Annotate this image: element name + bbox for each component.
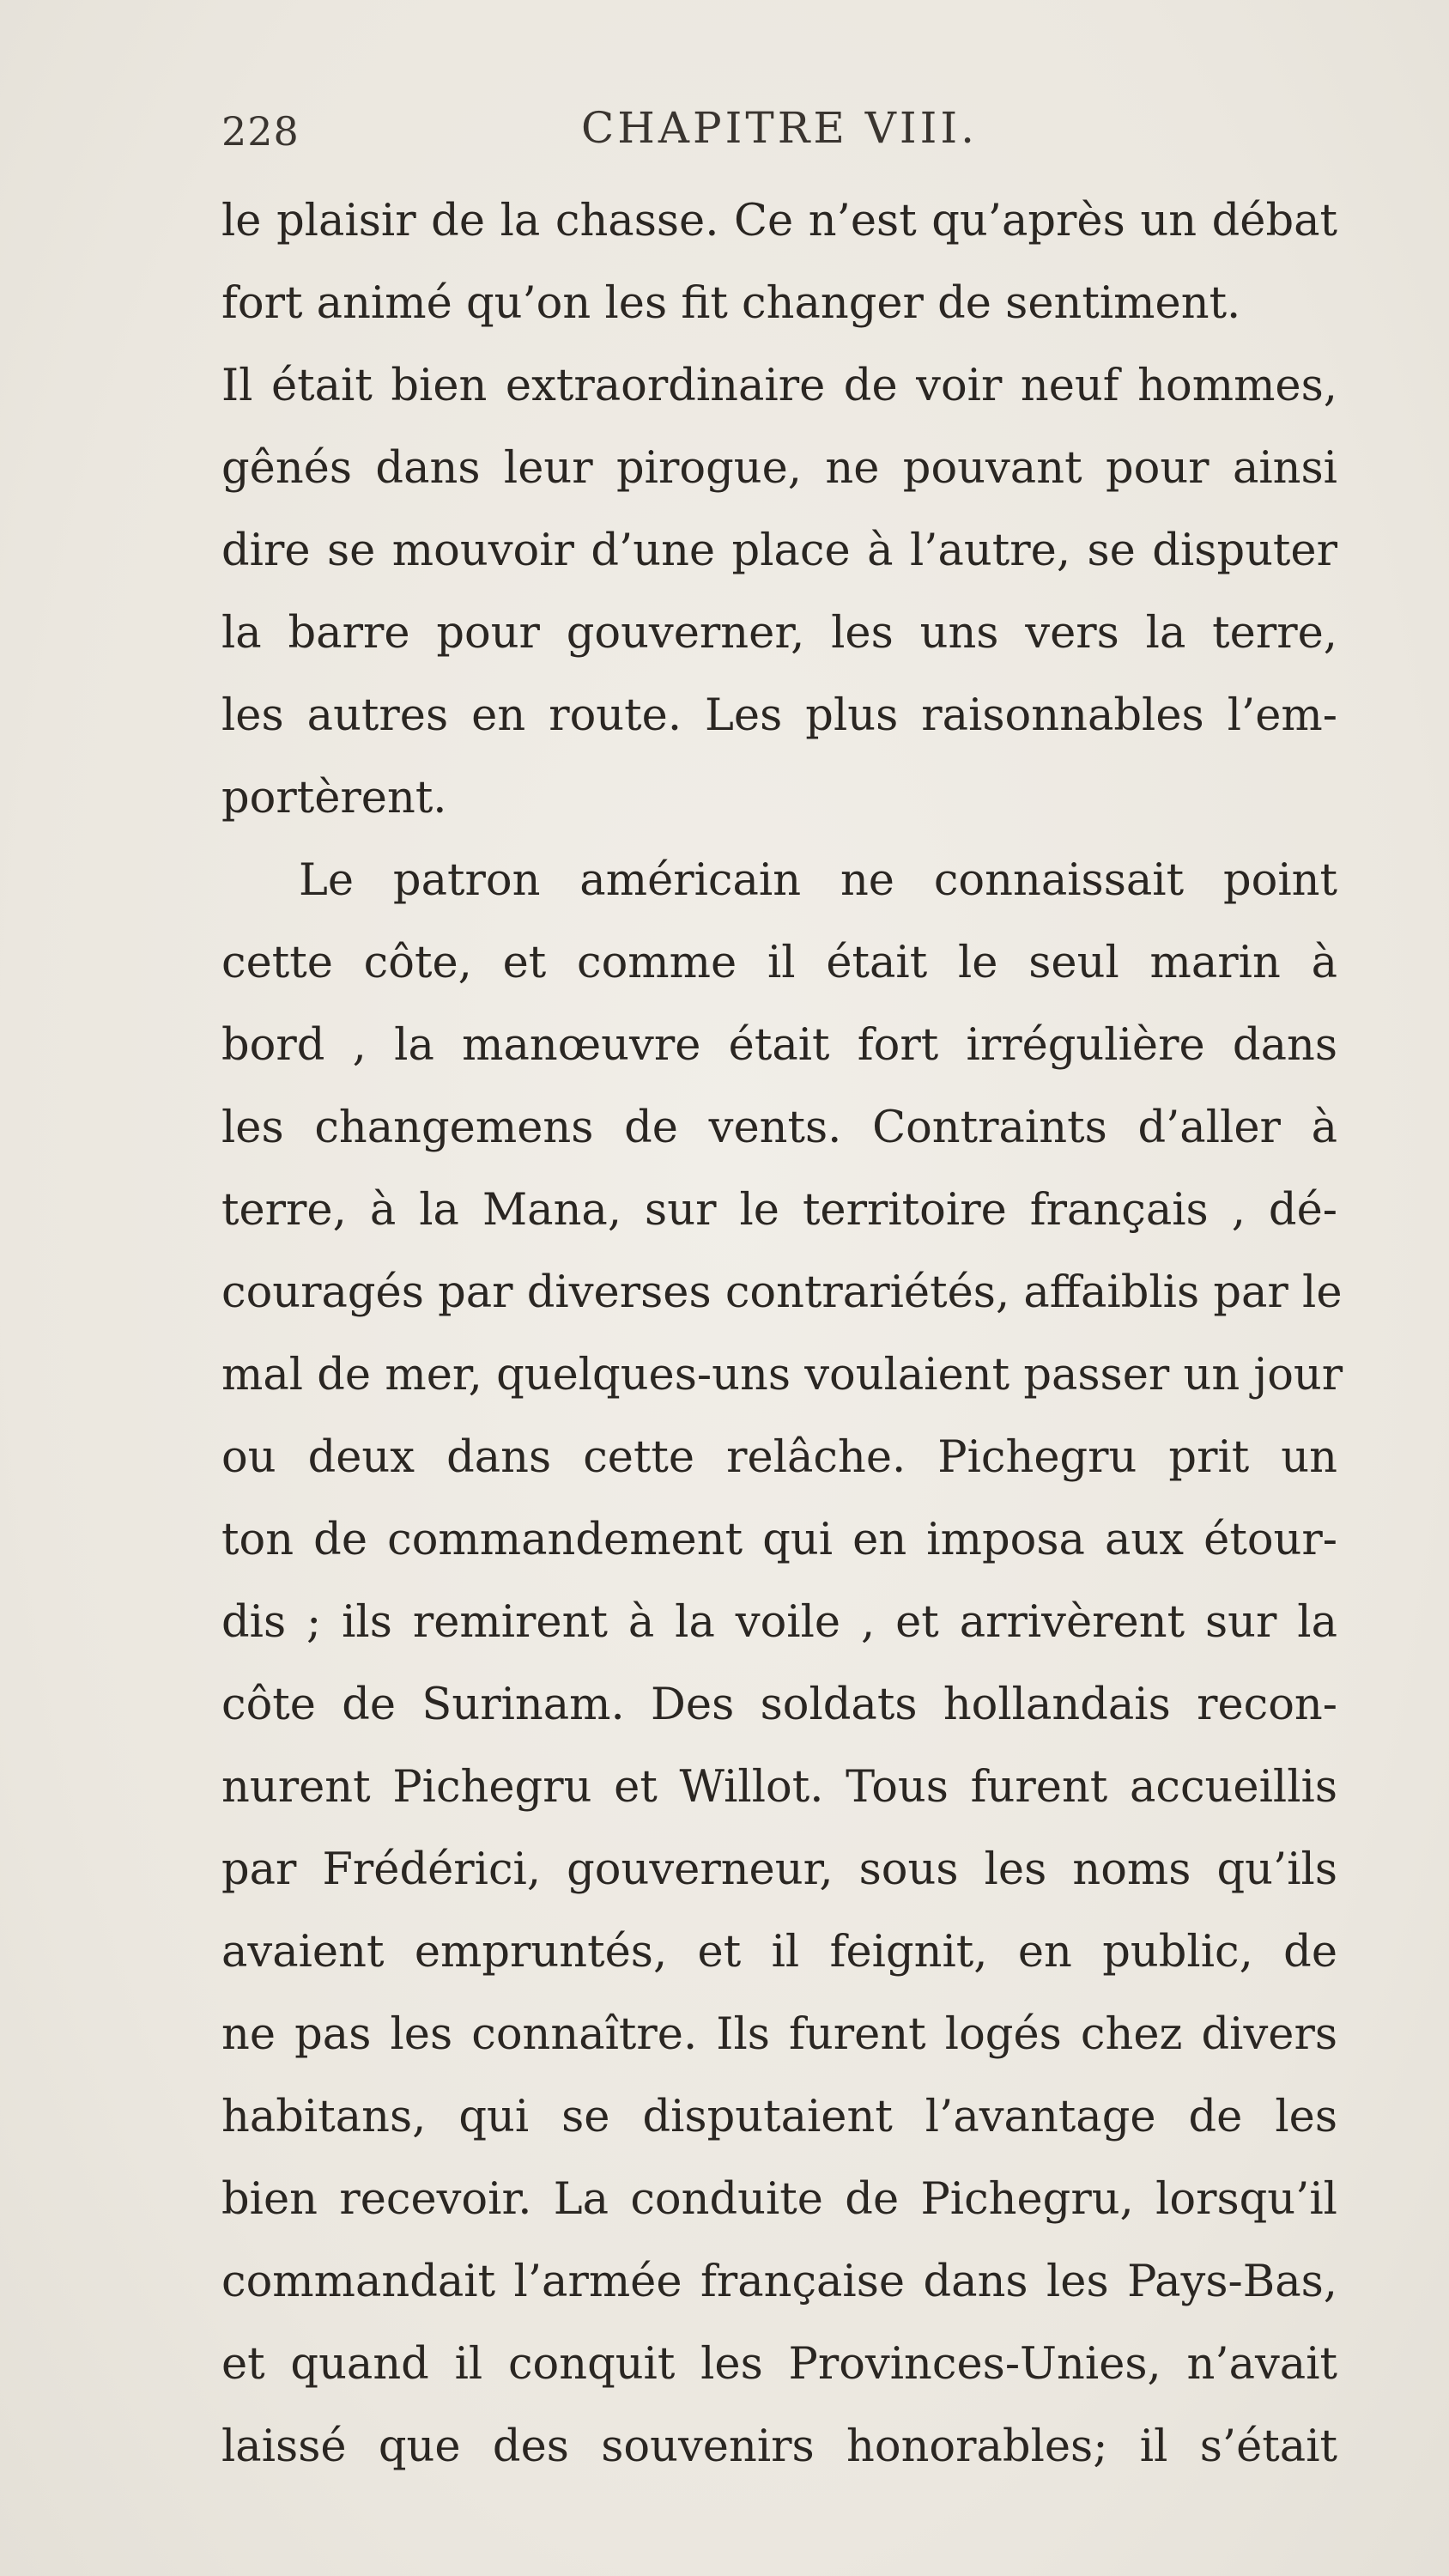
text-line: bien recevoir. La conduite de Pichegru, lorsqu’il [221, 2174, 1337, 2225]
text-line: ou deux dans cette relâche. Pichegru prit un [221, 1432, 1337, 1483]
text-line: dis ; ils remirent à la voile , et arrivèrent sur la [221, 1597, 1337, 1648]
running-head: CHAPITRE VIII. [580, 103, 978, 153]
text-line: bord , la manœuvre était fort irrégulière dans [221, 1020, 1337, 1071]
text-line: fort animé qu’on les fit changer de sentiment. [221, 278, 1241, 329]
text-line: Le patron américain ne connaissait point [299, 855, 1337, 906]
text-line: les autres en route. Les plus raisonnables l’em- [221, 690, 1337, 741]
text-line: commandait l’armée française dans les Pays-Bas, [221, 2257, 1337, 2307]
text-line: et quand il conquit les Provinces-Unies, n’avait [221, 2339, 1337, 2390]
text-line: couragés par diverses contrariétés, affaiblis par le [221, 1267, 1343, 1318]
text-line: par Frédérici, gouverneur, sous les noms qu’ils [221, 1844, 1337, 1895]
text-line: gênés dans leur pirogue, ne pouvant pour ainsi [221, 443, 1337, 494]
text-line: le plaisir de la chasse. Ce n’est qu’après un débat [221, 196, 1337, 246]
body-text [221, 180, 1343, 2488]
text-line: laissé que des souvenirs honorables; il s’était [221, 2421, 1337, 2472]
text-block [221, 103, 1343, 2488]
text-line: la barre pour gouverner, les uns vers la terre, [221, 608, 1337, 659]
text-line: ne pas les connaître. Ils furent logés chez divers [221, 2009, 1337, 2060]
text-line: dire se mouvoir d’une place à l’autre, se disputer [221, 526, 1337, 576]
text-line: terre, à la Mana, sur le territoire français , dé- [221, 1185, 1337, 1236]
text-line: cette côte, et comme il était le seul marin à [221, 938, 1337, 988]
text-line: portèrent. [221, 773, 447, 823]
text-line: habitans, qui se disputaient l’avantage de les [221, 2092, 1337, 2142]
text-line: les changemens de vents. Contraints d’aller à [221, 1103, 1337, 1153]
text-line: Il était bien extraordinaire de voir neuf hommes, [221, 361, 1337, 411]
text-line: avaient empruntés, et il feignit, en public, de [221, 1927, 1337, 1978]
text-line: nurent Pichegru et Willot. Tous furent accueillis [221, 1762, 1337, 1813]
page-number: 228 [221, 108, 300, 155]
text-line: ton de commandement qui en imposa aux étour- [221, 1515, 1337, 1565]
text-line: côte de Surinam. Des soldats hollandais recon- [221, 1680, 1337, 1730]
page-header [221, 103, 1337, 180]
text-line: mal de mer, quelques-uns voulaient passer un jour [221, 1350, 1343, 1400]
